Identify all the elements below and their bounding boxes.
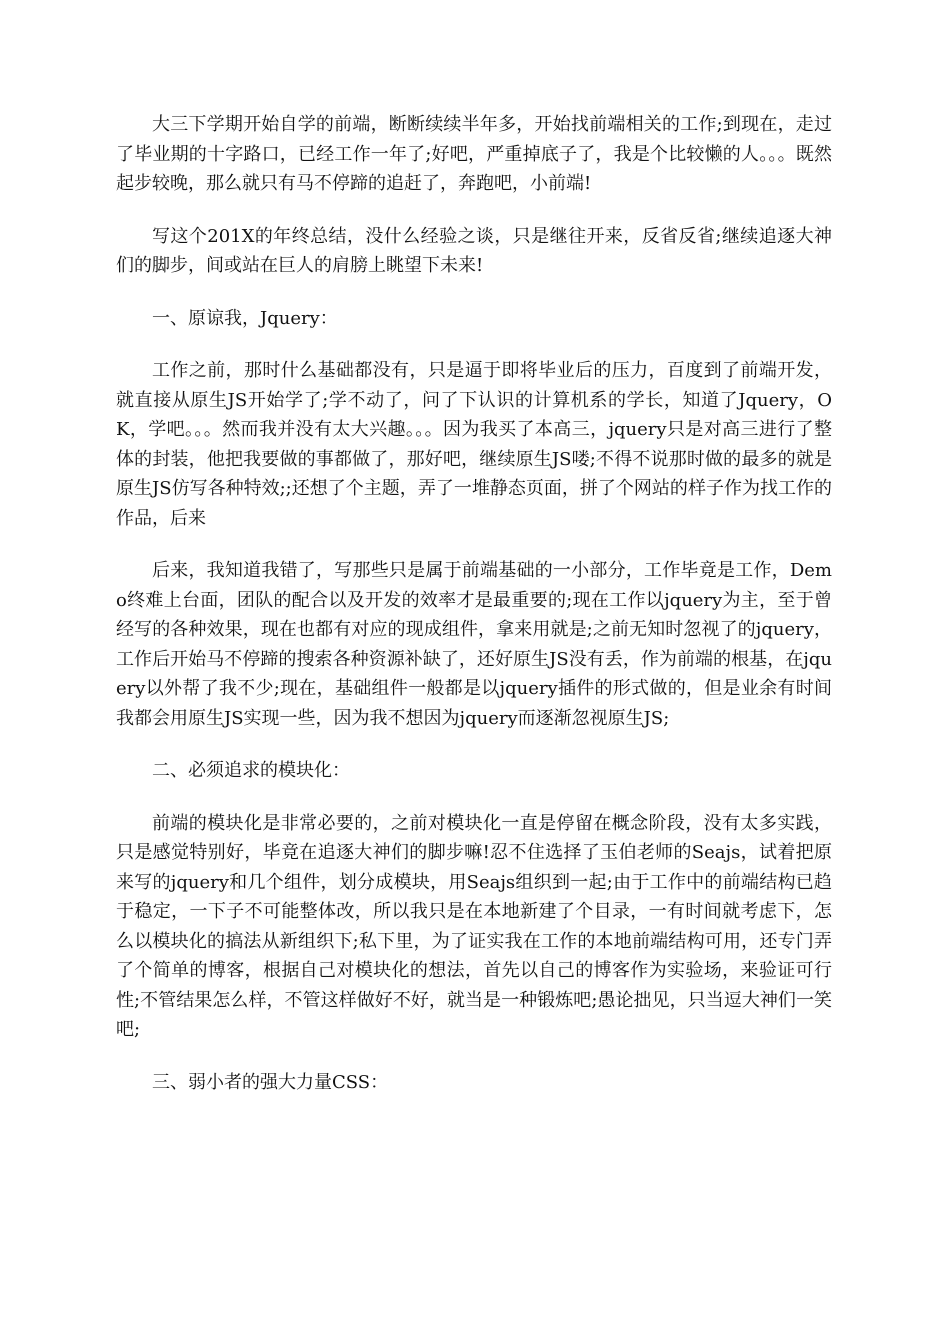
section-heading-css: 三、弱小者的强大力量CSS： [152,1071,389,1093]
paragraph-after-work: 后来，我知道我错了，写那些只是属于前端基础的一小部分，工作毕竟是工作，Demo终难上台面，团队的配合以及开发的效率才是最重要的;现在工作以jquery为主，至于曾经写的各种效果，现在也都有对应的现成组件，拿来用就是;之前无知时忽视了的jquery，工作后开始马不停蹄的搜索各种资源补缺了，还好原生JS没有丢，作为前端的根基，在jquery以外帮了我不少;现在，基础组件一般都是以jquery插件的形式做的，但是业余有时间我都会用原生JS实现一些，因为我不想因为jquery而逐渐忽视原生JS; [116,560,832,729]
paragraph-intro: 大三下学期开始自学的前端，断断续续半年多，开始找前端相关的工作;到现在，走过了毕业期的十字路口，已经工作一年了;好吧，严重掉底子了，我是个比较懒的人。。。既然起步较晚，那么就只有马不停蹄的追赶了，奔跑吧，小前端! [116,114,832,194]
section-heading-jquery: 一、原谅我，Jquery： [152,307,338,329]
paragraph-before-work: 工作之前，那时什么基础都没有，只是逼于即将毕业后的压力，百度到了前端开发，就直接从原生JS开始学了;学不动了，问了下认识的计算机系的学长，知道了Jquery，OK，学吧。。。然而我并没有太大兴趣。。。因为我买了本高三，jquery只是对高三进行了整体的封装，他把我要做的事都做了，那好吧，继续原生JS喽;不得不说那时做的最多的就是原生JS仿写各种特效;;还想了个主题，弄了一堆静态页面，拼了个网站的样子作为找工作的作品，后来 [116,360,832,529]
paragraph-modularity: 前端的模块化是非常必要的，之前对模块化一直是停留在概念阶段，没有太多实践，只是感觉特别好，毕竟在追逐大神们的脚步嘛!忍不住选择了玉伯老师的Seajs，试着把原来写的jquery和几个组件，划分成模块，用Seajs组织到一起;由于工作中的前端结构已趋于稳定，一下子不可能整体改，所以我只是在本地新建了个目录，一有时间就考虑下，怎么以模块化的搞法从新组织下;私下里，为了证实我在工作的本地前端结构可用，还专门弄了个简单的博客，根据自己对模块化的想法，首先以自己的博客作为实验场，来验证可行性;不管结果怎么样，不管这样做好不好，就当是一种锻炼吧;愚论拙见，只当逗大神们一笑吧; [116,812,832,1040]
section-heading-modularity: 二、必须追求的模块化： [152,760,350,781]
paragraph-summary: 写这个201X的年终总结，没什么经验之谈，只是继往开来，反省反省;继续追逐大神们的脚步，间或站在巨人的肩膀上眺望下未来! [116,225,832,276]
